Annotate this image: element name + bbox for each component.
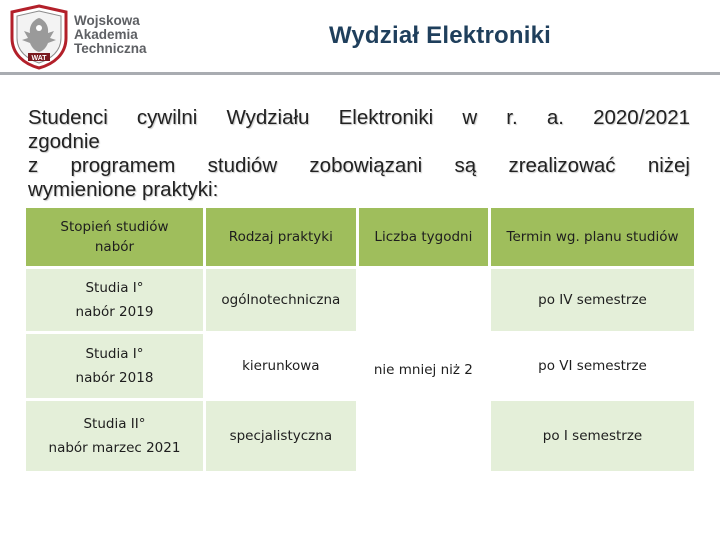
intro-line-4: wymienione praktyki: [28, 178, 219, 201]
logo-wordmark [74, 14, 147, 56]
degree-label: Studia I° [85, 280, 144, 296]
internship-table [26, 208, 694, 471]
intro-line-2: zgodnie [28, 130, 100, 153]
logo-line-3: Techniczna [74, 41, 147, 56]
header-divider [0, 72, 720, 75]
cell-term: po I semestrze [491, 398, 694, 471]
intake-label: nabór marzec 2021 [48, 440, 181, 456]
cell-term: po IV semestrze [491, 266, 694, 331]
cell-term: po VI semestrze [491, 331, 694, 398]
cell-degree [26, 331, 206, 398]
header-weeks: Liczba tygodni [359, 208, 491, 266]
header-degree-line-2: nabór [94, 239, 135, 255]
cell-type: kierunkowa [206, 331, 359, 398]
cell-type: specjalistyczna [206, 398, 359, 471]
logo-badge: WAT [31, 55, 47, 62]
table-header-row [26, 208, 694, 266]
page-title: Wydział Elektroniki [328, 22, 552, 49]
logo-line-1: Wojskowa [74, 13, 140, 28]
intake-label: nabór 2019 [75, 304, 154, 320]
intro-line-1: Studenci cywilni Wydziału Elektroniki w r. a. 2020/2021 [28, 106, 690, 129]
cell-degree [26, 266, 206, 331]
cell-degree [26, 398, 206, 471]
cell-weeks: nie mniej niż 2 [359, 266, 491, 471]
degree-label: Studia I° [85, 346, 144, 362]
logo-line-2: Akademia [74, 27, 138, 42]
intake-label: nabór 2018 [75, 370, 154, 386]
cell-type: ogólnotechniczna [206, 266, 359, 331]
wat-emblem-icon [8, 4, 70, 70]
header-degree-line-1: Stopień studiów [60, 219, 169, 235]
degree-label: Studia II° [83, 416, 146, 432]
slide-header [0, 0, 720, 74]
header-degree [26, 208, 206, 266]
intro-line-3: z programem studiów zobowiązani są zrealizować niżej [28, 154, 690, 177]
header-term: Termin wg. planu studiów [491, 208, 694, 266]
table-row [26, 266, 694, 331]
intro-paragraph [28, 106, 690, 210]
header-type: Rodzaj praktyki [206, 208, 359, 266]
